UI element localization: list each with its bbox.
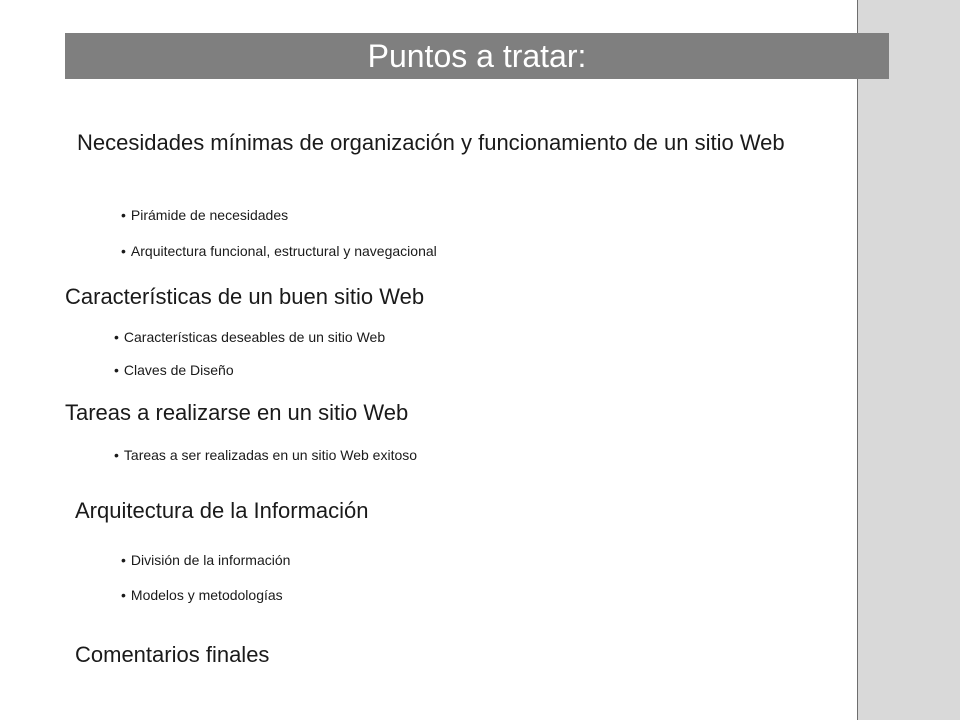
section-heading-caracteristicas: Características de un buen sitio Web: [65, 284, 425, 309]
bullet-modelos-metodologias: [121, 586, 283, 604]
bullet-text: Tareas a ser realizadas en un sitio Web exitoso: [123, 447, 418, 463]
bullet-text: Modelos y metodologías: [130, 587, 283, 603]
bullet-icon: •: [114, 329, 119, 345]
bullet-caracteristicas-deseables: [114, 328, 385, 346]
right-side-panel: [857, 0, 960, 720]
bullet-icon: •: [121, 243, 126, 259]
bullet-icon: •: [121, 207, 126, 223]
section-heading-necesidades: Necesidades mínimas de organización y funcionamiento de un sitio Web: [77, 130, 785, 155]
bullet-icon: •: [121, 587, 126, 603]
bullet-icon: •: [114, 447, 119, 463]
bullet-text: División de la información: [130, 552, 291, 568]
slide-title: Puntos a tratar:: [65, 33, 889, 79]
bullet-text: Pirámide de necesidades: [130, 207, 289, 223]
bullet-icon: •: [114, 362, 119, 378]
bullet-claves-diseno: [114, 361, 234, 379]
bullet-icon: •: [121, 552, 126, 568]
section-heading-arquitectura-informacion: Arquitectura de la Información: [75, 498, 369, 523]
bullet-division-informacion: [121, 551, 290, 569]
bullet-text: Arquitectura funcional, estructural y navegacional: [130, 243, 437, 259]
bullet-tareas-exitoso: [114, 446, 417, 464]
section-heading-tareas: Tareas a realizarse en un sitio Web: [65, 400, 409, 425]
bullet-piramide: [121, 206, 288, 224]
bullet-text: Claves de Diseño: [123, 362, 234, 378]
bullet-arquitectura-funcional: [121, 242, 437, 260]
section-heading-comentarios: Comentarios finales: [75, 642, 270, 667]
bullet-text: Características deseables de un sitio Web: [123, 329, 386, 345]
